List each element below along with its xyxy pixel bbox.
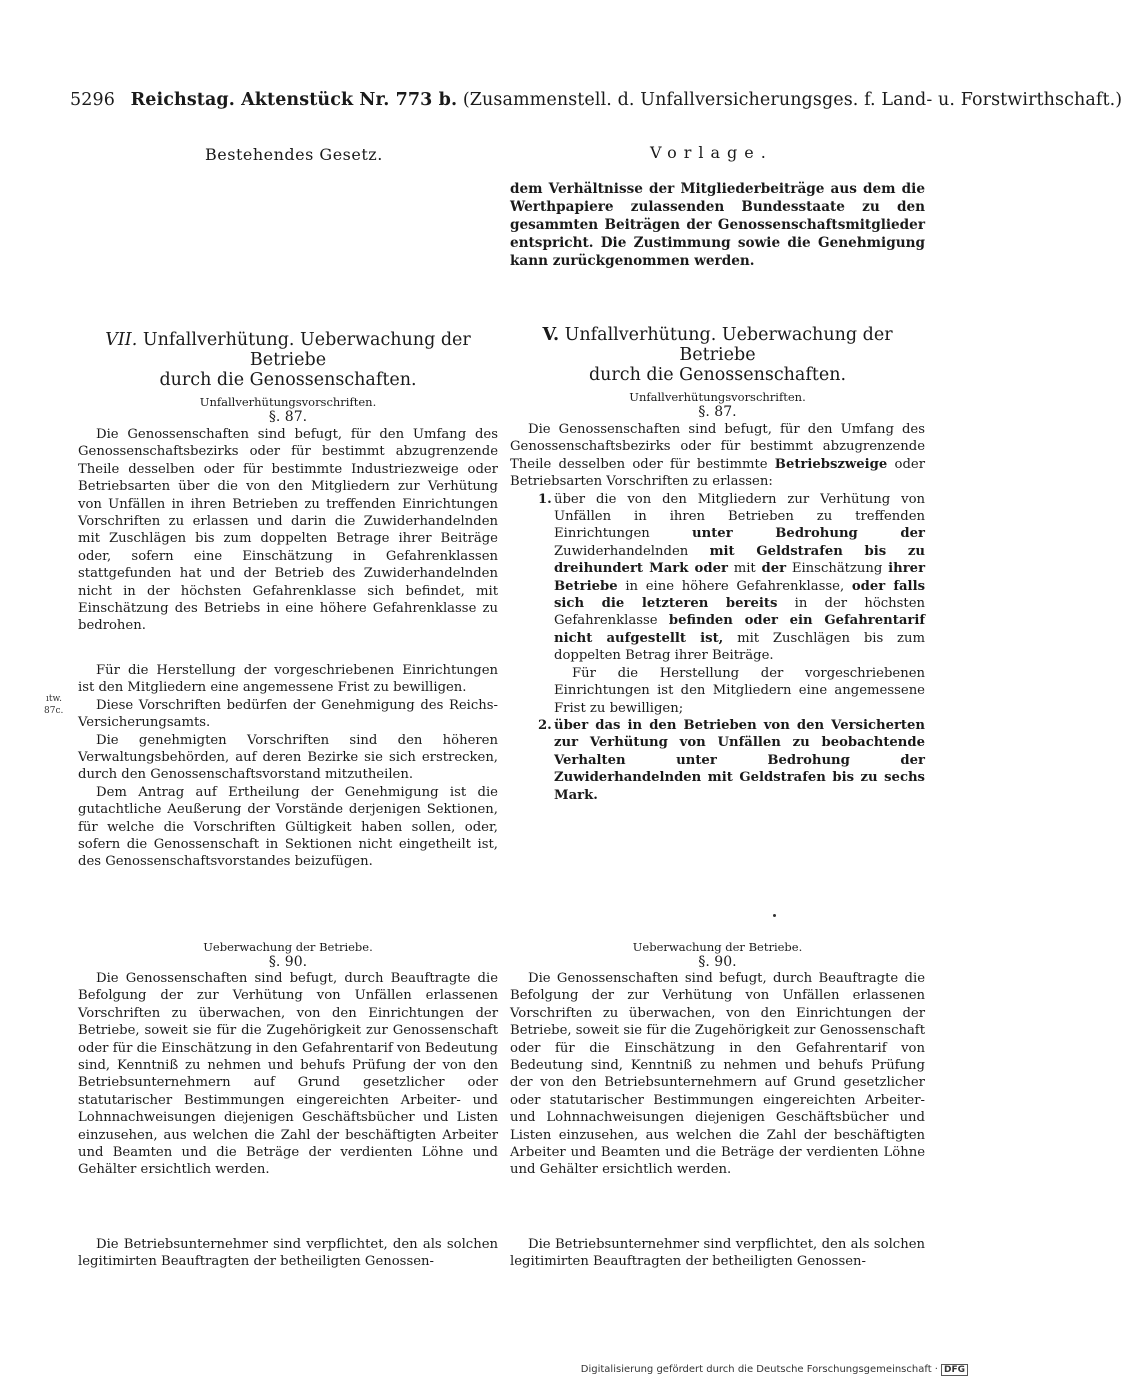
item-1-m: mit Zuschlägen bis zum doppelten Betrag ihrer Beiträge. [554, 630, 925, 664]
left-87-continued [78, 662, 498, 871]
right-section-87 [510, 325, 925, 804]
left-section-title-line2: durch die Genossenschaften. [159, 370, 417, 390]
item-2-text: über das in den Betrieben von den Versicherten zur Verhütung von Unfällen zu beobachtende Verhalten unter Bedrohung der Zuwiderhandelnden mit Geldstrafen bis zu sechs Mark. [554, 717, 925, 803]
left-87-paragraph-4: Die genehmigten Vorschriften sind den höheren Verwaltungsbehörden, auf deren Bezirke sie sich erstrecken, durch den Genossenschaftsvorstand mitzutheilen. [78, 732, 498, 783]
right-paragraph-90-label: §. 90. [698, 954, 737, 970]
item-1-text [554, 491, 925, 665]
right-top-paragraph: dem Verhältnisse der Mitgliederbeiträge aus dem die Werthpapiere zulassenden Bundesstaate zu den gesammten Beiträgen der Genossenschaftsmitglieder entspricht. Die Zustimmung sowie die Genehmigung kann zurückgenommen werden. [510, 181, 925, 269]
right-87-item-1 [510, 491, 925, 717]
right-subheading-2: Ueberwachung der Betriebe. [632, 940, 803, 954]
left-87-text [78, 426, 498, 635]
left-section-87 [78, 330, 498, 635]
right-subheading-1: Unfallverhütungsvorschriften. [629, 390, 806, 404]
left-section-title [78, 330, 498, 390]
item-1-f: der [761, 561, 787, 577]
right-87-intro-c: oder Betriebsarten Vorschriften zu erlassen: [510, 456, 925, 490]
item-1-h: ihrer Betriebe [554, 561, 926, 594]
left-paragraph-87-label: §. 87. [268, 409, 308, 425]
margin-note-1: ıtw. [46, 694, 62, 704]
right-87-item-2 [510, 717, 925, 804]
right-90-paragraph-1: Die Genossenschaften sind befugt, durch Beauftragte die Befolgung der zur Verhütung von Unfällen erlassenen Vorschriften zu überwachen, von den Einrichtungen der Betriebe, soweit sie für die Zugehörigkeit zur Genossenschaft oder für die Einschätzung in den Gefahrentarif von Bedeutung sind, Kenntniß zu nehmen und behufs Prüfung der von den Betriebsunternehmern auf Grund gesetzlicher oder statutarischer Bestimmungen eingereichten Arbeiter- und Lohnnachweisungen diejenigen Geschäftsbücher und Listen einzusehen, aus welchen die Zahl der beschäftigten Arbeiter und Beamten und die Beträge der verdienten Löhne und Gehälter ersichtlich werden. [510, 971, 925, 1178]
print-speck [773, 914, 776, 917]
right-section-title [510, 325, 925, 385]
item-1-i: in eine höhere Gefahrenklasse, [617, 578, 852, 594]
item-1-c: Zuwiderhandelnden [554, 543, 710, 559]
item-2-number: 2. [538, 717, 552, 733]
item-1-d: mit Geldstrafen bis zu dreihundert Mark oder [554, 543, 925, 577]
left-90-text [78, 970, 498, 1179]
left-87-paragraph-1: Die Genossenschaften sind befugt, für den Umfang des Genossenschaftsbezirks oder für bestimmt abzugrenzende Theile desselben oder für bestimmte Industriezweige oder Betriebsarten über die von den Mitgliedern zur Verhütung von Unfällen in ihren Betrieben zu treffenden Einrichtungen Vorschriften zu erlassen und darin die Zuwiderhandelnden mit Zuschlägen bis zum doppelten Betrage ihrer Beiträge oder, sofern eine Einschätzung in Gefahrenklassen stattgefunden hat und der Betrieb des Zuwiderhandelnden nicht in der höchsten Gefahrenklasse sich befindet, mit Einschätzung des Betriebs in eine höhere Gefahrenklasse zu bedrohen. [78, 427, 498, 634]
left-90-continued [78, 1236, 498, 1271]
left-column-heading: Bestehendes Gesetz. [205, 145, 383, 164]
right-87-list [510, 491, 925, 804]
right-section-90 [510, 940, 925, 1179]
right-87-intro-bold: Betriebszweige [774, 456, 888, 472]
left-87-paragraph-3: Diese Vorschriften bedürfen der Genehmigung des Reichs-Versicherungsamts. [78, 697, 498, 731]
right-column-heading: Vorlage. [650, 143, 773, 162]
right-87-intro-a: Die Genossenschaften sind befugt, für den Umfang des Genossenschaftsbezirks oder für bestimmt abzugrenzende Theile desselben oder für bestimmte [510, 422, 925, 472]
left-subheading-2: Ueberwachung der Betriebe. [203, 940, 373, 954]
running-header [70, 90, 1122, 110]
item-1-e: mit [727, 561, 762, 577]
footer-text: Digitalisierung gefördert durch die Deutsche Forschungsgemeinschaft · [580, 1364, 938, 1375]
right-paragraph-87-label: §. 87. [698, 404, 737, 420]
left-subheading-1: Unfallverhütungsvorschriften. [199, 395, 377, 409]
right-90-text [510, 970, 925, 1179]
item-1-b: unter Bedrohung der [692, 526, 925, 542]
item-1-paragraph-2: Für die Herstellung der vorgeschriebenen Einrichtungen ist den Mitgliedern eine angemessene Frist zu bewilligen; [554, 665, 925, 716]
header-title: Reichstag. Aktenstück Nr. 773 b. [130, 90, 458, 110]
right-section-title-line1: Unfallverhütung. Ueberwachung der Betriebe [564, 325, 893, 365]
item-1-j: oder falls sich die letzteren bereits [554, 578, 925, 612]
left-section-number: VII. [105, 330, 138, 350]
left-section-90 [78, 940, 498, 1179]
left-90-paragraph-2: Die Betriebsunternehmer sind verpflichtet, den als solchen legitimirten Beauftragten der betheiligten Genossen- [78, 1237, 498, 1270]
right-top-continuation [510, 180, 925, 270]
right-90-continued [510, 1236, 925, 1271]
right-section-number: V. [542, 325, 560, 345]
right-87-intro [510, 421, 925, 491]
header-subtitle: (Zusammenstell. d. Unfallversicherungsges. f. Land- u. Forstwirthschaft.) [462, 90, 1122, 110]
left-paragraph-90-label: §. 90. [268, 954, 308, 970]
left-87-paragraph-5: Dem Antrag auf Ertheilung der Genehmigung ist die gutachtliche Aeußerung der Vorstände derjenigen Sektionen, für welche die Vorschriften Gültigkeit haben sollen, oder, sofern die Genossenschaft in Sektionen nicht eingetheilt ist, des Genossenschaftsvorstandes beizufügen. [78, 784, 498, 870]
left-section-title-line1: Unfallverhütung. Ueberwachung der Betriebe [142, 330, 471, 370]
item-1-k: in der höchsten Gefahrenklasse [554, 596, 926, 629]
page-number: 5296 [70, 90, 115, 110]
left-87-paragraph-2: Für die Herstellung der vorgeschriebenen Einrichtungen ist den Mitgliedern eine angemessene Frist zu bewilligen. [78, 663, 498, 696]
item-1-l: befinden oder ein Gefahrentarif nicht aufgestellt ist, [554, 613, 926, 646]
item-1-a: über die von den Mitgliedern zur Verhütung von Unfällen in ihren Betrieben zu treffenden Einrichtungen [554, 491, 925, 542]
left-90-paragraph-1: Die Genossenschaften sind befugt, durch Beauftragte die Befolgung der zur Verhütung von Unfällen erlassenen Vorschriften zu überwachen, von den Einrichtungen der Betriebe, soweit sie für die Zugehörigkeit zur Genossenschaft oder für die Einschätzung in den Gefahrentarif von Bedeutung sind, Kenntniß zu nehmen und behufs Prüfung der von den Betriebsunternehmern auf Grund gesetzlicher oder statutarischer Bestimmungen eingereichten Arbeiter- und Lohnnachweisungen diejenigen Geschäftsbücher und Listen einzusehen, aus welchen die Zahl der beschäftigten Arbeiter und Beamten und die Beträge der verdienten Löhne und Gehälter ersichtlich werden. [78, 971, 498, 1178]
item-1-number: 1. [538, 491, 552, 507]
dfg-logo: DFG [941, 1364, 968, 1376]
right-90-paragraph-2: Die Betriebsunternehmer sind verpflichtet, den als solchen legitimirten Beauftragten der betheiligten Genossen- [510, 1237, 925, 1270]
item-1-g: Einschätzung [786, 561, 889, 577]
right-87-text [510, 421, 925, 804]
right-section-title-line2: durch die Genossenschaften. [588, 365, 847, 385]
margin-note-2: 87c. [44, 706, 64, 716]
footer-credit [581, 1364, 968, 1376]
